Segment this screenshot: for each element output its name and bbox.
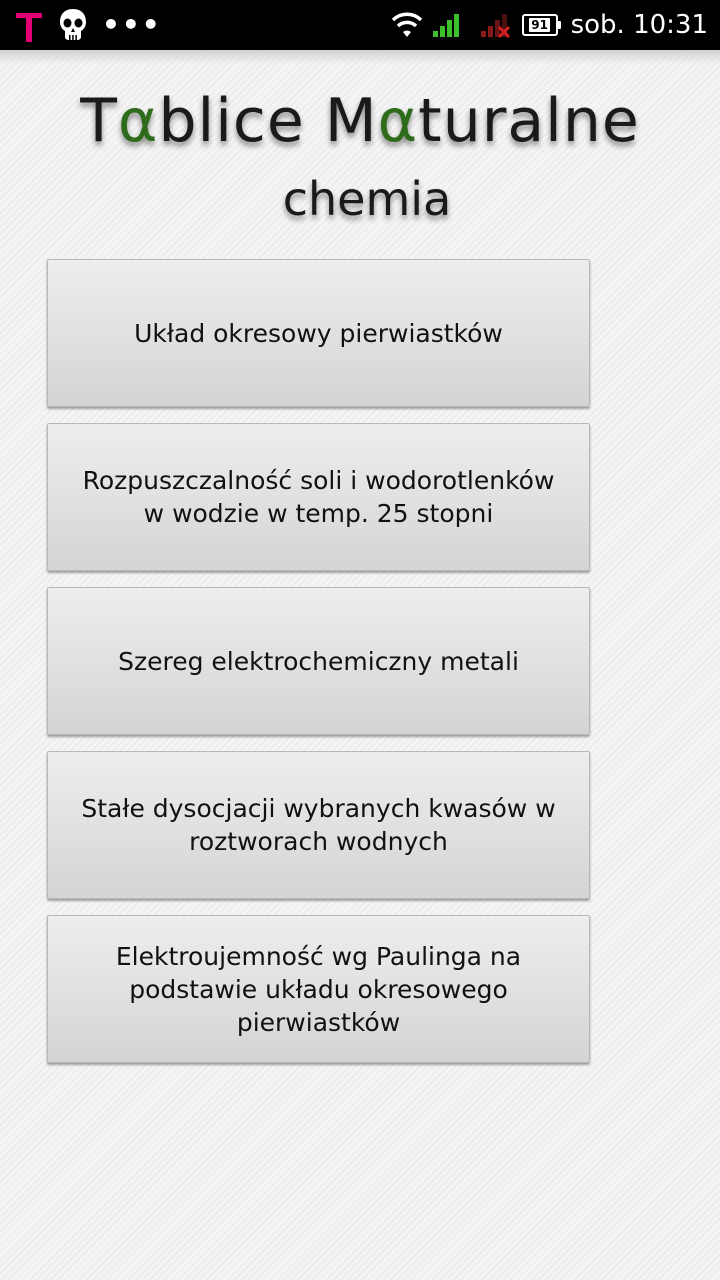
menu-button-label: Elektroujemność wg Paulinga na podstawie układu okresowego pierwiastków <box>115 941 522 1037</box>
title-accent-letter: α <box>117 86 159 156</box>
title-accent-letter: α <box>377 86 419 156</box>
menu-button-label: Układ okresowy pierwiastków <box>134 318 503 348</box>
electrochemical-series-button[interactable] <box>47 587 590 735</box>
status-bar-left <box>16 0 162 50</box>
solubility-table-button[interactable] <box>47 423 590 571</box>
electronegativity-button[interactable] <box>47 915 590 1063</box>
t-mobile-icon <box>16 8 42 42</box>
acid-dissociation-constants-button[interactable] <box>47 751 590 899</box>
menu-button-label: Rozpuszczalność soli i wodorotlenków w wodzie w temp. 25 stopni <box>82 466 555 528</box>
title-part: turalne <box>418 86 640 156</box>
title-part: blice M <box>158 86 378 156</box>
status-bar-right <box>390 0 708 50</box>
menu-list <box>47 259 592 1079</box>
app-title <box>0 86 720 156</box>
menu-button-label: Szereg elektrochemiczny metali <box>118 646 519 676</box>
app-subtitle: chemia <box>282 172 452 226</box>
wifi-icon <box>390 11 424 39</box>
battery-icon <box>522 14 561 36</box>
title-part: T <box>80 86 118 156</box>
battery-level: 91 <box>531 18 548 32</box>
menu-button-label: Stałe dysocjacji wybranych kwasów w roztworach wodnych <box>81 794 556 856</box>
more-icon: ••• <box>102 8 162 41</box>
signal-no-data-icon <box>480 12 512 38</box>
skull-icon <box>58 8 88 42</box>
signal-icon <box>432 12 462 38</box>
main-content <box>0 50 720 1280</box>
clock: sob. 10:31 <box>570 10 708 40</box>
periodic-table-button[interactable] <box>47 259 590 407</box>
status-bar <box>0 0 720 50</box>
